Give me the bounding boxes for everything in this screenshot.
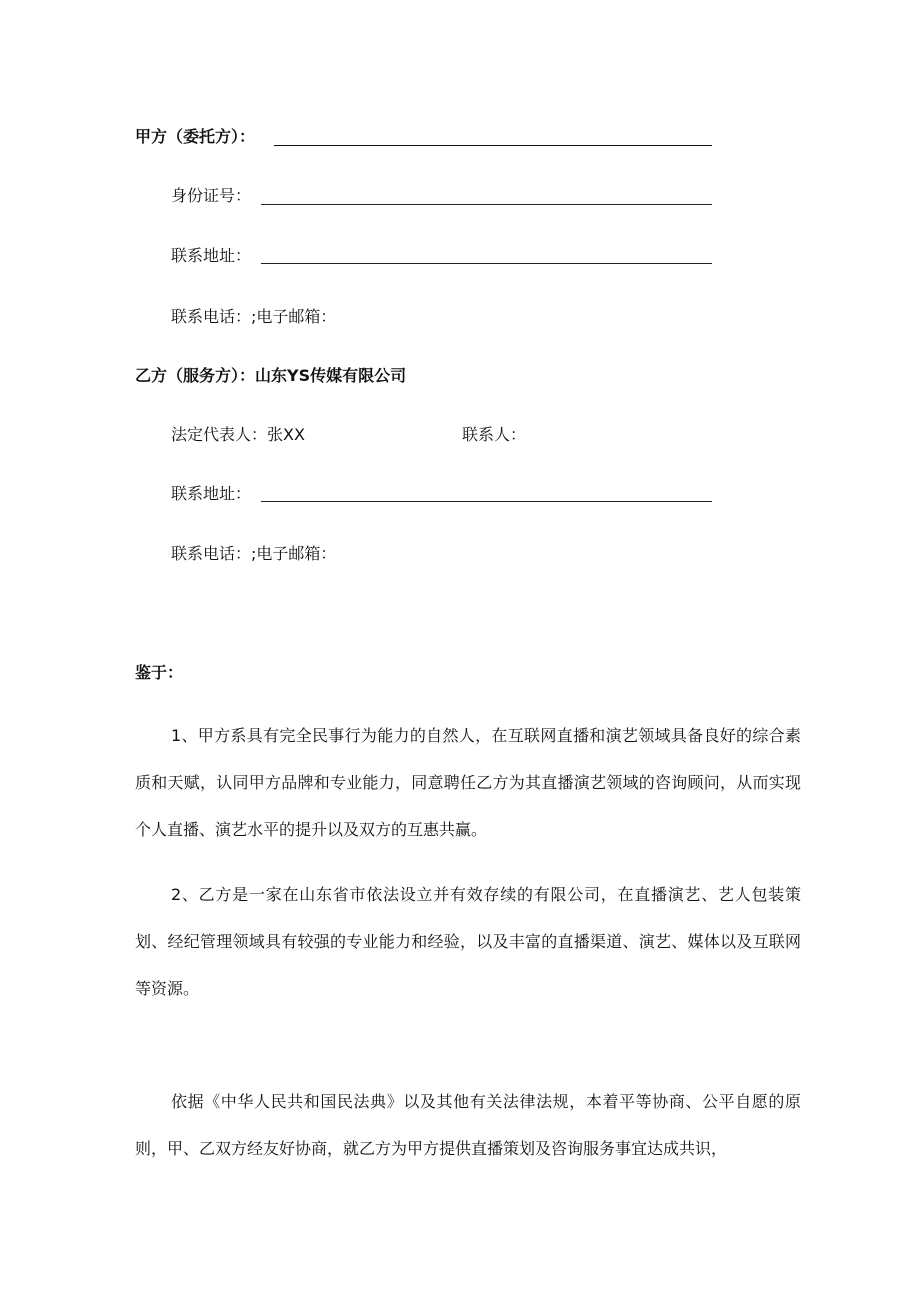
whereas-heading: 鉴于： bbox=[135, 663, 184, 682]
party-b-phone-email: 联系电话：;电子邮箱： bbox=[171, 544, 337, 563]
party-a-title: 甲方（委托方）： bbox=[135, 127, 256, 146]
party-b-rep-label: 法定代表人：张XX bbox=[171, 425, 305, 444]
party-a-id-label: 身份证号： bbox=[171, 186, 252, 205]
party-a-address-blank[interactable] bbox=[261, 263, 712, 264]
party-b-contact-label: 联系人： bbox=[462, 425, 527, 444]
party-b-title: 乙方（服务方）：山东YS传媒有限公司 bbox=[135, 366, 407, 385]
party-b-address-blank[interactable] bbox=[261, 501, 712, 502]
party-a-address-label: 联系地址： bbox=[171, 246, 252, 265]
party-a-name-blank[interactable] bbox=[274, 145, 712, 146]
whereas-clause-2: 2、乙方是一家在山东省市依法设立并有效存续的有限公司，在直播演艺、艺人包装策划、经纪管理领域具有较强的专业能力和经验，以及丰富的直播渠道、演艺、媒体以及互联网等资源。 bbox=[135, 885, 801, 998]
whereas-clause-1: 1、甲方系具有完全民事行为能力的自然人，在互联网直播和演艺领域具备良好的综合素质和天赋，认同甲方品牌和专业能力，同意聘任乙方为其直播演艺领域的咨询顾问，从而实现个人直播、演艺水平的提升以及双方的互惠共赢。 bbox=[135, 726, 801, 839]
party-a-phone-email: 联系电话：;电子邮箱： bbox=[171, 307, 337, 326]
party-a-id-blank[interactable] bbox=[261, 204, 712, 205]
party-b-address-label: 联系地址： bbox=[171, 484, 252, 503]
basis-paragraph: 依据《中华人民共和国民法典》以及其他有关法律法规，本着平等协商、公平自愿的原则，甲、乙双方经友好协商，就乙方为甲方提供直播策划及咨询服务事宜达成共识， bbox=[135, 1092, 801, 1158]
